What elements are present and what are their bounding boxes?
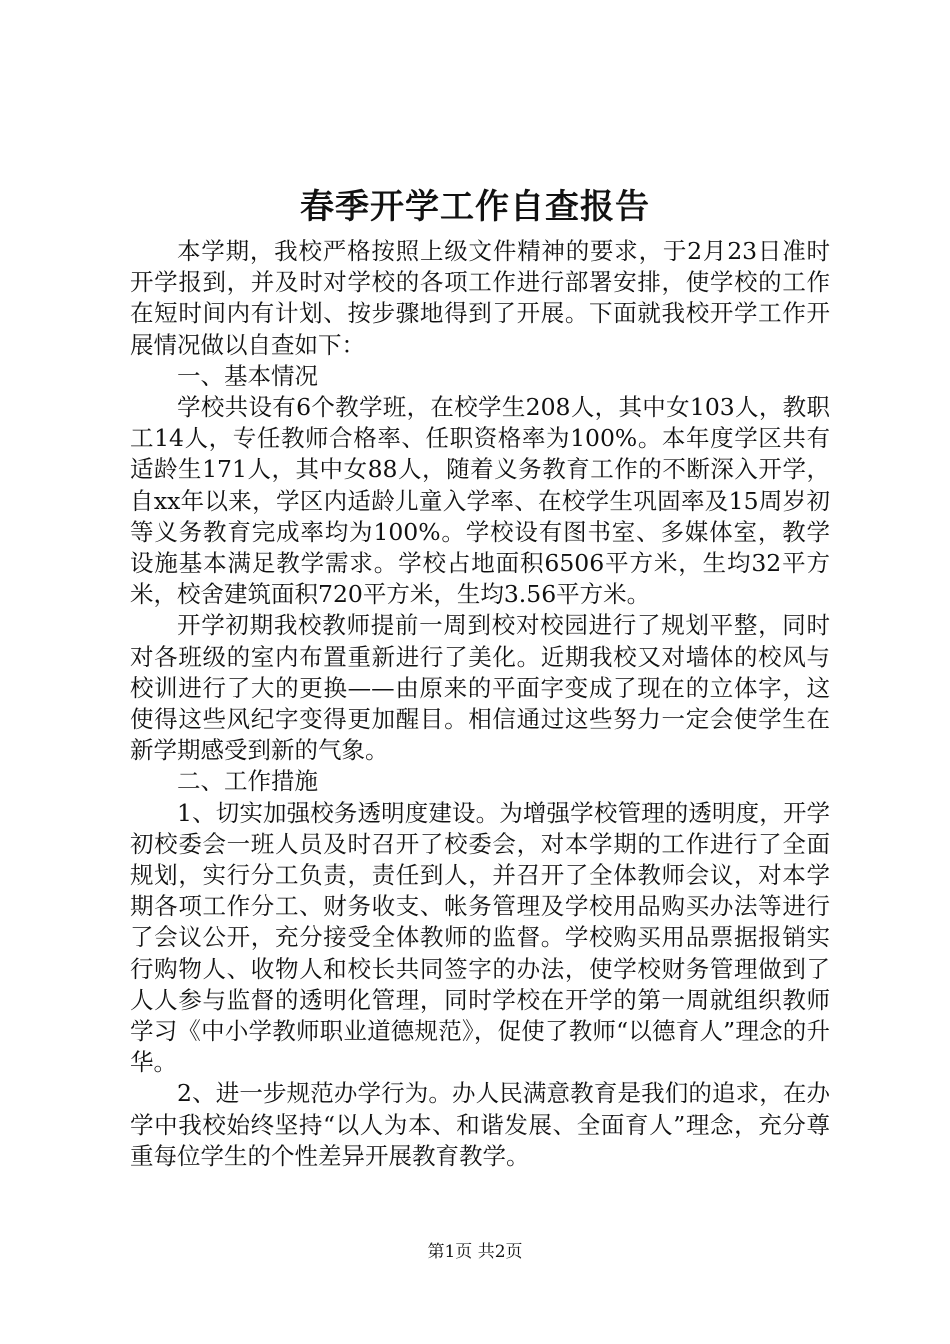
measure-2-paragraph: 2、进一步规范办学行为。办人民满意教育是我们的追求，在办学中我校始终坚持“以人为本、和谐发展、全面育人”理念，充分尊重每位学生的个性差异开展教育教学。 <box>130 1079 830 1170</box>
document-body <box>130 236 830 1172</box>
page-footer: 第1页 共2页 <box>427 1242 523 1262</box>
document-title: 春季开学工作自查报告 <box>300 187 650 227</box>
intro-paragraph: 本学期，我校严格按照上级文件精神的要求，于2月23日准时开学报到，并及时对学校的各项工作进行部署安排，使学校的工作在短时间内有计划、按步骤地得到了开展。下面就我校开学工作开展情况做以自查如下： <box>130 237 830 359</box>
campus-improvement-paragraph: 开学初期我校教师提前一周到校对校园进行了规划平整，同时对各班级的室内布置重新进行了美化。近期我校又对墙体的校风与校训进行了大的更换——由原来的平面字变成了现在的立体字，这使得这些风纪字变得更加醒目。相信通过这些努力一定会使学生在新学期感受到新的气象。 <box>130 611 830 765</box>
section-heading-basic-info: 一、基本情况 <box>177 361 318 390</box>
section-heading-measures: 二、工作措施 <box>177 767 318 796</box>
measure-1-paragraph: 1、切实加强校务透明度建设。为增强学校管理的透明度，开学初校委会一班人员及时召开了校委会，对本学期的工作进行了全面规划，实行分工负责，责任到人，并召开了全体教师会议，对本学期各项工作分工、财务收支、帐务管理及学校用品购买办法等进行了会议公开，充分接受全体教师的监督。学校购买用品票据报销实行购物人、收物人和校长共同签字的办法，使学校财务管理做到了人人参与监督的透明化管理，同时学校在开学的第一周就组织教师学习《中小学教师职业道德规范》，促使了教师“以德育人”理念的升华。 <box>130 798 830 1077</box>
basic-info-paragraph: 学校共设有6个教学班，在校学生208人，其中女103人，教职工14人，专任教师合格率、任职资格率为100%。本年度学区共有适龄生171人，其中女88人，随着义务教育工作的不断深入开学，自xx年以来，学区内适龄儿童入学率、在校学生巩固率及15周岁初等义务教育完成率均为100%。学校设有图书室、多媒体室，教学设施基本满足教学需求。学校占地面积6506平方米，生均32平方米，校舍建筑面积720平方米，生均3.56平方米。 <box>130 393 830 609</box>
